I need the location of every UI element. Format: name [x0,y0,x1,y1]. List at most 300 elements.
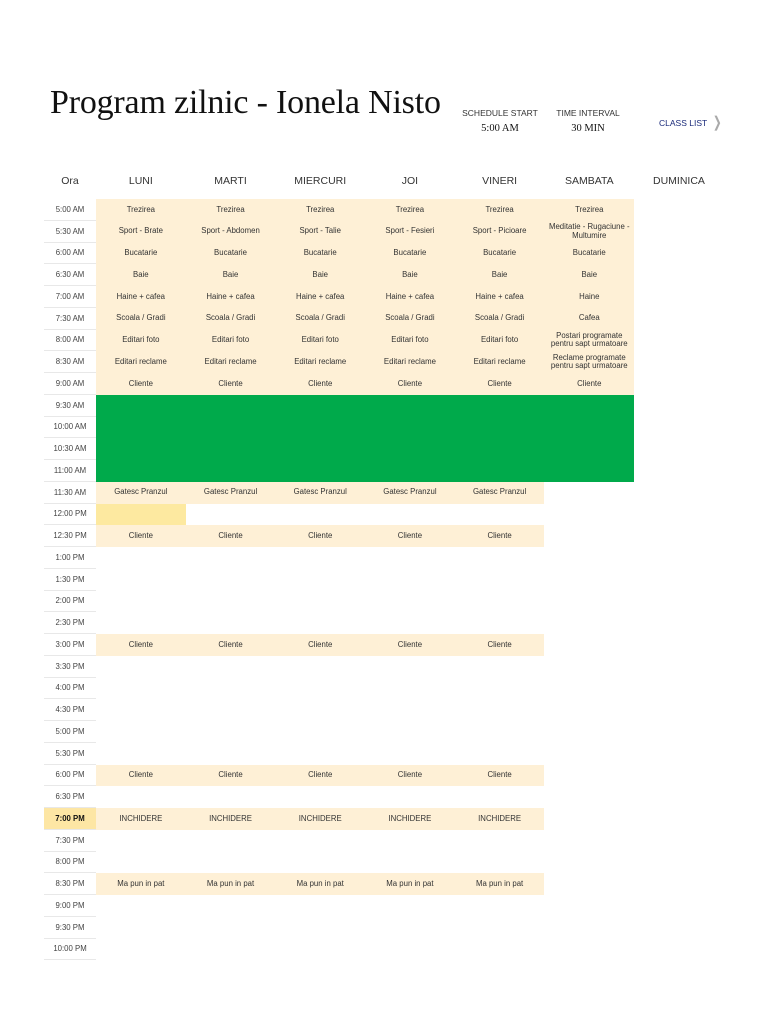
schedule-cell-sambata[interactable] [544,591,634,613]
schedule-cell-vineri[interactable] [455,917,545,939]
schedule-cell-marti[interactable]: Trezirea [186,199,276,221]
schedule-cell-sambata[interactable] [544,612,634,634]
schedule-cell-vineri[interactable] [455,786,545,808]
schedule-cell-duminica[interactable] [634,330,724,352]
schedule-cell-joi[interactable] [365,743,455,765]
schedule-cell-duminica[interactable] [634,743,724,765]
schedule-cell-vineri[interactable]: Ma pun in pat [455,873,545,895]
schedule-cell-duminica[interactable] [634,591,724,613]
table-row [44,569,724,591]
table-row [44,221,724,243]
schedule-cell-luni[interactable] [96,743,186,765]
time-label: 3:00 PM [44,634,96,656]
schedule-cell-duminica[interactable] [634,525,724,547]
schedule-cell-sambata[interactable] [544,873,634,895]
schedule-cell-miercuri[interactable]: Cliente [275,765,365,787]
schedule-cell-joi[interactable]: Trezirea [365,199,455,221]
schedule-cell-vineri[interactable] [455,721,545,743]
schedule-cell-sambata[interactable] [544,525,634,547]
column-header-duminica: DUMINICA [653,175,705,187]
class-list-label[interactable]: CLASS LIST [659,118,708,128]
table-row [44,808,724,830]
time-label: 1:00 PM [44,547,96,569]
schedule-cell-joi[interactable]: Cliente [365,634,455,656]
schedule-cell-duminica[interactable] [634,243,724,265]
time-interval[interactable] [553,108,623,134]
schedule-cell-marti[interactable]: INCHIDERE [186,808,276,830]
schedule-cell-marti[interactable] [186,699,276,721]
schedule-cell-miercuri[interactable] [275,786,365,808]
class-list-link[interactable] [659,114,724,131]
schedule-cell-miercuri[interactable] [275,895,365,917]
schedule-cell-vineri[interactable] [455,656,545,678]
schedule-cell-luni[interactable]: Sport - Brate [96,221,186,243]
table-row [44,743,724,765]
table-row [44,373,724,395]
schedule-cell-sambata[interactable] [544,786,634,808]
schedule-cell-miercuri[interactable] [275,852,365,874]
schedule-cell-joi[interactable] [365,569,455,591]
column-header-vineri: VINERI [482,175,518,187]
page-title: Program zilnic - Ionela Nisto [50,84,441,121]
table-row [44,873,724,895]
schedule-cell-duminica[interactable] [634,808,724,830]
schedule-cell-duminica[interactable] [634,547,724,569]
schedule-cell-joi[interactable]: Baie [365,264,455,286]
schedule-cell-marti[interactable]: Cliente [186,373,276,395]
schedule-cell-duminica[interactable] [634,678,724,700]
schedule-cell-sambata[interactable] [544,504,634,526]
schedule-cell-duminica[interactable] [634,286,724,308]
time-label: 10:00 AM [44,417,96,439]
schedule-cell-joi[interactable]: Haine + cafea [365,286,455,308]
time-label: 9:00 AM [44,373,96,395]
table-row [44,678,724,700]
schedule-cell-marti[interactable]: Editari foto [186,330,276,352]
schedule-cell-luni[interactable] [96,504,186,526]
schedule-cell-marti[interactable]: Gatesc Pranzul [186,482,276,504]
schedule-cell-joi[interactable]: Bucatarie [365,243,455,265]
schedule-cell-sambata[interactable] [544,547,634,569]
schedule-cell-vineri[interactable]: Haine + cafea [455,286,545,308]
schedule-cell-marti[interactable]: Haine + cafea [186,286,276,308]
schedule-cell-duminica[interactable] [634,786,724,808]
time-label: 6:00 AM [44,243,96,265]
schedule-cell-sambata[interactable] [544,830,634,852]
time-label: 12:30 PM [44,525,96,547]
schedule-cell-luni[interactable]: Cliente [96,634,186,656]
schedule-cell-sambata[interactable] [544,808,634,830]
schedule-cell-sambata[interactable]: Baie [544,264,634,286]
schedule-cell-sambata[interactable] [544,895,634,917]
schedule-cell-joi[interactable] [365,917,455,939]
schedule-cell-luni[interactable] [96,656,186,678]
schedule-cell-sambata[interactable]: Trezirea [544,199,634,221]
schedule-cell-marti[interactable] [186,569,276,591]
schedule-cell-miercuri[interactable]: Editari foto [275,330,365,352]
schedule-cell-luni[interactable]: Gatesc Pranzul [96,482,186,504]
schedule-cell-duminica[interactable] [634,699,724,721]
schedule-cell-marti[interactable] [186,678,276,700]
schedule-cell-marti[interactable] [186,656,276,678]
schedule-cell-joi[interactable] [365,678,455,700]
column-header-sambata: SAMBATA [564,175,614,187]
schedule-cell-miercuri[interactable]: Haine + cafea [275,286,365,308]
schedule-cell-miercuri[interactable] [275,939,365,961]
table-row [44,852,724,874]
schedule-cell-joi[interactable] [365,852,455,874]
time-label: 5:30 PM [44,743,96,765]
schedule-cell-joi[interactable] [365,830,455,852]
table-row [44,939,724,961]
schedule-cell-luni[interactable]: INCHIDERE [96,808,186,830]
column-header-marti: MARTI [214,175,247,187]
table-row [44,504,724,526]
schedule-cell-marti[interactable]: Baie [186,264,276,286]
schedule-cell-sambata[interactable] [544,721,634,743]
table-row [44,264,724,286]
schedule-cell-miercuri[interactable]: Gatesc Pranzul [275,482,365,504]
schedule-cell-duminica[interactable] [634,852,724,874]
schedule-cell-sambata[interactable] [544,743,634,765]
schedule-cell-luni[interactable]: Editari foto [96,330,186,352]
schedule-cell-duminica[interactable] [634,308,724,330]
schedule-cell-miercuri[interactable] [275,612,365,634]
schedule-cell-sambata[interactable] [544,634,634,656]
time-label: 8:30 PM [44,873,96,895]
schedule-cell-vineri[interactable] [455,591,545,613]
schedule-cell-duminica[interactable] [634,373,724,395]
time-label: 6:00 PM [44,765,96,787]
time-interval-label: TIME INTERVAL [556,108,620,118]
time-label: 4:30 PM [44,699,96,721]
schedule-cell-duminica[interactable] [634,438,724,460]
schedule-cell-marti[interactable] [186,612,276,634]
schedule-cell-miercuri[interactable] [275,830,365,852]
schedule-cell-miercuri[interactable] [275,547,365,569]
schedule-cell-miercuri[interactable] [275,569,365,591]
schedule-cell-miercuri[interactable] [275,721,365,743]
schedule-cell-joi[interactable] [365,612,455,634]
schedule-cell-marti[interactable]: Cliente [186,765,276,787]
schedule-cell-sambata[interactable]: Reclame programate pentru sapt urmatoare [544,351,634,373]
schedule-cell-miercuri[interactable]: Editari reclame [275,351,365,373]
schedule-cell-sambata[interactable]: Bucatarie [544,243,634,265]
schedule-cell-marti[interactable] [186,852,276,874]
table-row [44,699,724,721]
schedule-cell-sambata[interactable] [544,569,634,591]
schedule-cell-marti[interactable]: Sport - Abdomen [186,221,276,243]
time-label: 11:30 AM [44,482,96,504]
schedule-cell-sambata[interactable] [544,678,634,700]
schedule-cell-miercuri[interactable]: INCHIDERE [275,808,365,830]
schedule-rows [44,199,724,960]
schedule-cell-duminica[interactable] [634,417,724,439]
schedule-cell-luni[interactable] [96,721,186,743]
schedule-cell-duminica[interactable] [634,939,724,961]
schedule-cell-duminica[interactable] [634,895,724,917]
table-row [44,286,724,308]
schedule-cell-joi[interactable]: Sport - Fesieri [365,221,455,243]
schedule-cell-marti[interactable] [186,591,276,613]
time-label: 4:00 PM [44,678,96,700]
schedule-cell-marti[interactable] [186,917,276,939]
schedule-cell-miercuri[interactable]: Scoala / Gradi [275,308,365,330]
time-label: 7:00 PM [44,808,96,830]
schedule-cell-joi[interactable]: Editari foto [365,330,455,352]
schedule-cell-vineri[interactable]: Gatesc Pranzul [455,482,545,504]
schedule-cell-vineri[interactable] [455,678,545,700]
schedule-cell-vineri[interactable]: Trezirea [455,199,545,221]
schedule-cell-luni[interactable]: Bucatarie [96,243,186,265]
schedule-cell-luni[interactable] [96,569,186,591]
schedule-cell-sambata[interactable]: Postari programate pentru sapt urmatoare [544,330,634,352]
time-label: 7:30 AM [44,308,96,330]
schedule-cell-vineri[interactable] [455,699,545,721]
table-row [44,830,724,852]
schedule-grid [44,168,724,960]
header-row [44,168,724,199]
time-interval-value[interactable]: 30 MIN [571,123,605,134]
schedule-cell-luni[interactable] [96,939,186,961]
schedule-cell-sambata[interactable] [544,699,634,721]
time-label: 3:30 PM [44,656,96,678]
table-row [44,591,724,613]
schedule-cell-miercuri[interactable]: Cliente [275,525,365,547]
schedule-start-label: SCHEDULE START [462,108,538,118]
schedule-start-value[interactable]: 5:00 AM [481,123,519,134]
schedule-cell-joi[interactable] [365,656,455,678]
schedule-cell-vineri[interactable] [455,547,545,569]
schedule-cell-vineri[interactable]: Scoala / Gradi [455,308,545,330]
schedule-cell-joi[interactable] [365,504,455,526]
table-row [44,199,724,221]
schedule-cell-vineri[interactable] [455,612,545,634]
schedule-cell-marti[interactable]: Ma pun in pat [186,873,276,895]
schedule-cell-luni[interactable]: Editari reclame [96,351,186,373]
time-label: 5:00 PM [44,721,96,743]
schedule-cell-miercuri[interactable] [275,699,365,721]
time-label: 8:00 PM [44,852,96,874]
time-label: 9:30 AM [44,395,96,417]
schedule-cell-marti[interactable]: Bucatarie [186,243,276,265]
schedule-cell-vineri[interactable]: INCHIDERE [455,808,545,830]
time-label: 5:30 AM [44,221,96,243]
schedule-cell-joi[interactable] [365,591,455,613]
schedule-cell-miercuri[interactable]: Baie [275,264,365,286]
schedule-cell-duminica[interactable] [634,460,724,482]
schedule-cell-sambata[interactable] [544,765,634,787]
table-row [44,243,724,265]
schedule-cell-luni[interactable] [96,895,186,917]
schedule-cell-sambata[interactable] [544,852,634,874]
schedule-cell-miercuri[interactable] [275,917,365,939]
schedule-cell-duminica[interactable] [634,612,724,634]
schedule-cell-joi[interactable]: Cliente [365,373,455,395]
schedule-cell-joi[interactable] [365,547,455,569]
green-time-block[interactable] [96,395,634,482]
time-label: 6:30 PM [44,786,96,808]
schedule-cell-vineri[interactable] [455,939,545,961]
schedule-cell-joi[interactable]: Ma pun in pat [365,873,455,895]
schedule-cell-miercuri[interactable] [275,504,365,526]
schedule-cell-luni[interactable]: Haine + cafea [96,286,186,308]
schedule-cell-marti[interactable]: Editari reclame [186,351,276,373]
schedule-cell-marti[interactable] [186,939,276,961]
schedule-cell-luni[interactable] [96,830,186,852]
time-label: 10:00 PM [44,939,96,961]
time-label: 1:30 PM [44,569,96,591]
schedule-cell-duminica[interactable] [634,395,724,417]
schedule-cell-marti[interactable] [186,743,276,765]
schedule-cell-duminica[interactable] [634,482,724,504]
table-row [44,634,724,656]
schedule-cell-miercuri[interactable]: Cliente [275,373,365,395]
schedule-cell-luni[interactable] [96,917,186,939]
table-row [44,765,724,787]
schedule-cell-joi[interactable]: Gatesc Pranzul [365,482,455,504]
schedule-cell-marti[interactable] [186,547,276,569]
schedule-cell-sambata[interactable] [544,482,634,504]
schedule-cell-joi[interactable] [365,939,455,961]
schedule-cell-sambata[interactable]: Haine [544,286,634,308]
schedule-cell-vineri[interactable]: Bucatarie [455,243,545,265]
schedule-cell-miercuri[interactable]: Sport - Talie [275,221,365,243]
schedule-cell-miercuri[interactable] [275,743,365,765]
schedule-cell-miercuri[interactable] [275,591,365,613]
time-label: 8:30 AM [44,351,96,373]
schedule-cell-joi[interactable] [365,895,455,917]
schedule-cell-sambata[interactable]: Cliente [544,373,634,395]
chevron-right-icon[interactable]: ❯ [713,114,722,131]
schedule-cell-luni[interactable]: Ma pun in pat [96,873,186,895]
schedule-cell-luni[interactable] [96,852,186,874]
schedule-cell-vineri[interactable]: Cliente [455,634,545,656]
schedule-cell-joi[interactable]: Cliente [365,525,455,547]
schedule-cell-vineri[interactable]: Cliente [455,765,545,787]
time-label: 6:30 AM [44,264,96,286]
schedule-cell-joi[interactable] [365,786,455,808]
time-label: 7:30 PM [44,830,96,852]
table-row [44,482,724,504]
schedule-cell-luni[interactable]: Trezirea [96,199,186,221]
schedule-cell-vineri[interactable]: Baie [455,264,545,286]
schedule-cell-marti[interactable] [186,830,276,852]
schedule-cell-sambata[interactable] [544,939,634,961]
schedule-cell-vineri[interactable] [455,852,545,874]
table-row [44,895,724,917]
schedule-cell-luni[interactable] [96,786,186,808]
schedule-cell-duminica[interactable] [634,873,724,895]
schedule-cell-vineri[interactable]: Editari reclame [455,351,545,373]
schedule-cell-luni[interactable]: Scoala / Gradi [96,308,186,330]
schedule-cell-duminica[interactable] [634,221,724,243]
schedule-cell-joi[interactable]: Scoala / Gradi [365,308,455,330]
schedule-cell-sambata[interactable] [544,656,634,678]
table-row [44,656,724,678]
schedule-cell-luni[interactable]: Cliente [96,373,186,395]
schedule-cell-joi[interactable]: Cliente [365,765,455,787]
table-row [44,308,724,330]
time-label: 11:00 AM [44,460,96,482]
schedule-cell-marti[interactable]: Cliente [186,525,276,547]
schedule-cell-luni[interactable]: Cliente [96,765,186,787]
schedule-cell-duminica[interactable] [634,264,724,286]
schedule-cell-duminica[interactable] [634,504,724,526]
schedule-cell-marti[interactable] [186,721,276,743]
schedule-cell-luni[interactable] [96,678,186,700]
schedule-cell-vineri[interactable]: Sport - Picioare [455,221,545,243]
schedule-cell-duminica[interactable] [634,199,724,221]
schedule-cell-joi[interactable]: Editari reclame [365,351,455,373]
schedule-cell-luni[interactable] [96,612,186,634]
time-label: 12:00 PM [44,504,96,526]
schedule-cell-luni[interactable]: Cliente [96,525,186,547]
schedule-cell-joi[interactable] [365,699,455,721]
schedule-cell-vineri[interactable]: Editari foto [455,330,545,352]
schedule-cell-marti[interactable] [186,504,276,526]
schedule-cell-vineri[interactable] [455,830,545,852]
column-header-ora: Ora [61,175,79,187]
schedule-cell-duminica[interactable] [634,634,724,656]
time-label: 2:00 PM [44,591,96,613]
schedule-cell-duminica[interactable] [634,569,724,591]
table-row [44,917,724,939]
schedule-start[interactable] [462,108,538,134]
schedule-cell-sambata[interactable]: Cafea [544,308,634,330]
schedule-cell-marti[interactable]: Cliente [186,634,276,656]
schedule-cell-luni[interactable]: Baie [96,264,186,286]
table-row [44,721,724,743]
schedule-cell-luni[interactable] [96,699,186,721]
schedule-cell-duminica[interactable] [634,917,724,939]
schedule-cell-duminica[interactable] [634,351,724,373]
schedule-cell-duminica[interactable] [634,721,724,743]
time-label: 9:30 PM [44,917,96,939]
table-row [44,786,724,808]
schedule-cell-vineri[interactable]: Cliente [455,373,545,395]
schedule-cell-miercuri[interactable]: Ma pun in pat [275,873,365,895]
schedule-cell-marti[interactable]: Scoala / Gradi [186,308,276,330]
table-row [44,547,724,569]
schedule-cell-miercuri[interactable]: Trezirea [275,199,365,221]
schedule-cell-vineri[interactable] [455,504,545,526]
schedule-cell-vineri[interactable] [455,743,545,765]
schedule-cell-miercuri[interactable] [275,678,365,700]
schedule-cell-marti[interactable] [186,895,276,917]
column-header-miercuri: MIERCURI [294,175,347,187]
schedule-cell-sambata[interactable]: Meditatie - Rugaciune - Multumire [544,221,634,243]
schedule-cell-marti[interactable] [186,786,276,808]
schedule-cell-joi[interactable] [365,721,455,743]
schedule-cell-duminica[interactable] [634,765,724,787]
schedule-cell-vineri[interactable]: Cliente [455,525,545,547]
schedule-cell-duminica[interactable] [634,830,724,852]
schedule-cell-vineri[interactable] [455,895,545,917]
time-label: 7:00 AM [44,286,96,308]
table-row [44,330,724,352]
schedule-cell-luni[interactable] [96,547,186,569]
schedule-cell-miercuri[interactable]: Cliente [275,634,365,656]
schedule-cell-miercuri[interactable]: Bucatarie [275,243,365,265]
schedule-cell-sambata[interactable] [544,917,634,939]
schedule-cell-miercuri[interactable] [275,656,365,678]
column-header-joi: JOI [401,175,419,187]
schedule-cell-duminica[interactable] [634,656,724,678]
schedule-cell-luni[interactable] [96,591,186,613]
schedule-cell-vineri[interactable] [455,569,545,591]
schedule-cell-joi[interactable]: INCHIDERE [365,808,455,830]
